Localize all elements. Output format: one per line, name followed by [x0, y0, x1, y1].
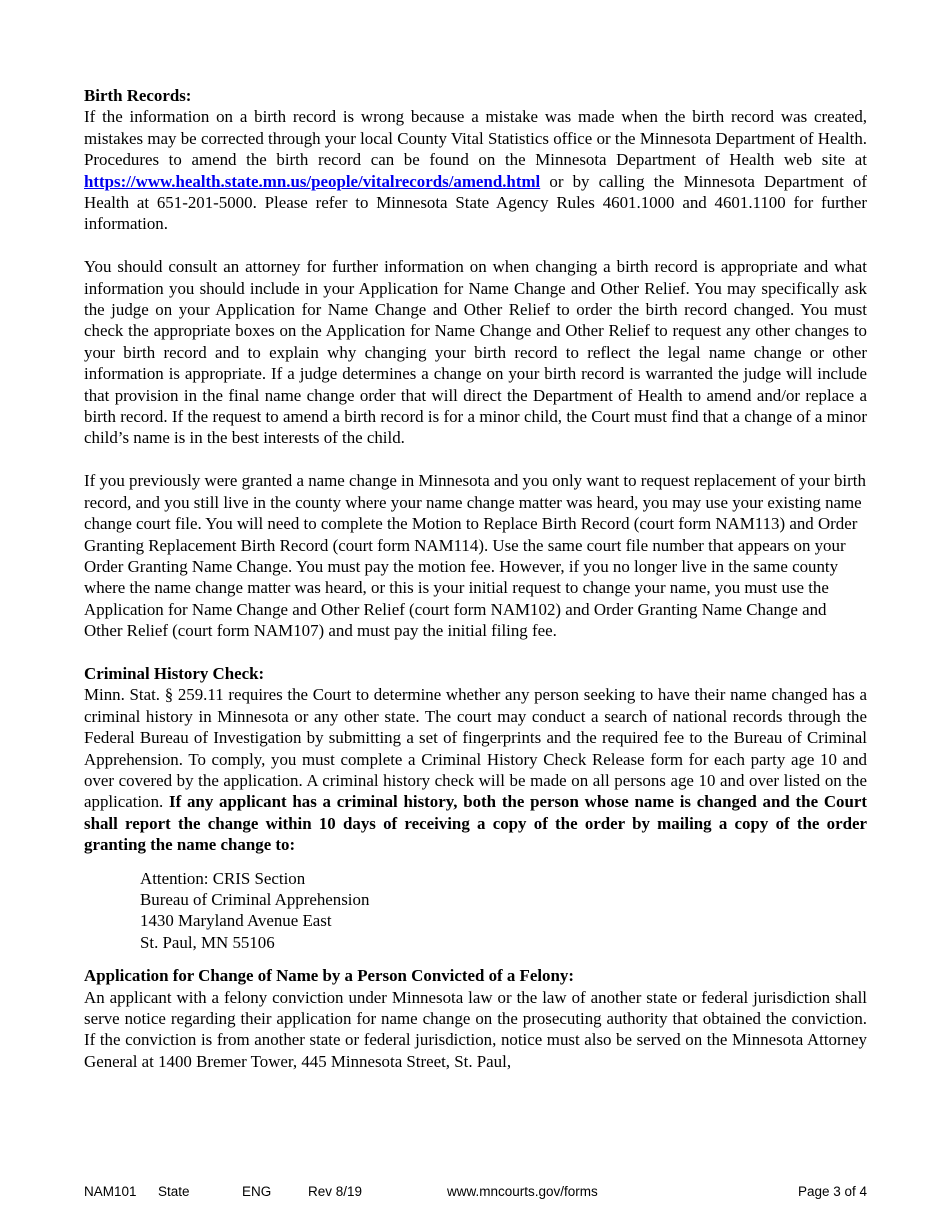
footer-page-number: Page 3 of 4 [797, 1184, 867, 1199]
felony-paragraph: An applicant with a felony conviction under Minnesota law or the law of another state or federal jurisdiction shall serve notice regarding their application for name change on the prosecuting authority that obtained the conviction. If the conviction is from another state or federal jurisdiction, notice must also be served on the Minnesota Attorney General at 1400 Bremer Tower, 445 Minnesota Street, St. Paul, [84, 987, 867, 1071]
address-line-street: 1430 Maryland Avenue East [140, 911, 332, 931]
footer-state: State [158, 1184, 190, 1199]
birth-records-paragraph-3: If you previously were granted a name change in Minnesota and you only want to request replacement of your birth record, and you still live in the county where your name change matter was heard, you may use your existing name change court file. You will need to complete the Motion to Replace Birth Record (court form NAM113) and Order Granting Replacement Birth Record (court form NAM114). Use the same court file number that appears on your Order Granting Name Change. You must pay the motion fee. However, if you no longer live in the same county where the name change matter was heard, or this is your initial request to change your name, you must use the Application for Name Change and Other Relief (court form NAM102) and Order Granting Name Change and Other Relief (court form NAM107) and must pay the initial filing fee. [84, 471, 866, 641]
felony-heading: Application for Change of Name by a Person Convicted of a Felony: [84, 966, 574, 986]
footer-language: ENG [242, 1184, 272, 1199]
footer-form-number: NAM101 [84, 1184, 137, 1199]
criminal-history-text: Minn. Stat. § 259.11 requires the Court to determine whether any person seeking to have their name changed has a criminal history in Minnesota or any other state. The court may conduct a search of national records through the Federal Bureau of Investigation by submitting a set of fingerprints and the required fee to the Bureau of Criminal Apprehension. To comply, you must complete a Criminal History Check Release form for each party age 10 and over covered by the application. A criminal history check will be made on all persons age 10 and over listed on the application. [84, 685, 867, 812]
birth-records-paragraph-2: You should consult an attorney for further information on when changing a birth record is appropriate and what information you should include in your Application for Name Change and Other Relief. You may specifically ask the judge on your Application for Name Change and Other Relief to order the birth record changed. You must check the appropriate boxes on the Application for Name Change and Other Relief to request any other changes to your birth record and to explain why changing your birth record to reflect the legal name change or other information is appropriate. If a judge determines a change on your birth record is warranted the judge will include that provision in the final name change order that will direct the Department of Health to amend and/or replace a birth record. If the request to amend a birth record is for a minor child, the Court must find that a change of a minor child’s name is in the best interests of the child. [84, 257, 867, 448]
criminal-history-bold-text: If any applicant has a criminal history, both the person whose name is changed and the Court shall report the change within 10 days of receiving a copy of the order by mailing a copy of the order granting the name change to: [84, 792, 867, 855]
address-line-attention: Attention: CRIS Section [140, 868, 306, 888]
footer-url: www.mncourts.gov/forms [447, 1184, 598, 1199]
health-dept-amend-link[interactable]: https://www.health.state.mn.us/people/vitalrecords/amend.html [84, 171, 541, 191]
birth-records-heading: Birth Records: [84, 86, 192, 105]
address-line-city: St. Paul, MN 55106 [140, 932, 275, 952]
document-body [84, 85, 867, 1072]
page-footer [84, 1184, 867, 1204]
address-line-bureau: Bureau of Criminal Apprehension [140, 889, 370, 909]
footer-revision: Rev 8/19 [308, 1184, 363, 1199]
birth-records-paragraph-1 [84, 106, 867, 234]
birth-records-p1-text-end: or by calling the Minnesota Department of Health at 651-201-5000. Please refer to Minnesota State Agency Rules 4601.1000 and 4601.1100 for further information. [84, 171, 867, 234]
bca-address-block [140, 868, 867, 954]
birth-records-p1-text: If the information on a birth record is wrong because a mistake was made when the birth record was created, mistakes may be corrected through your local County Vital Statistics office or the Minnesota Department of Health. Procedures to amend the birth record can be found on the Minnesota Department of Health web site at [84, 107, 867, 170]
criminal-history-paragraph [84, 684, 867, 855]
criminal-history-heading: Criminal History Check: [84, 663, 265, 683]
